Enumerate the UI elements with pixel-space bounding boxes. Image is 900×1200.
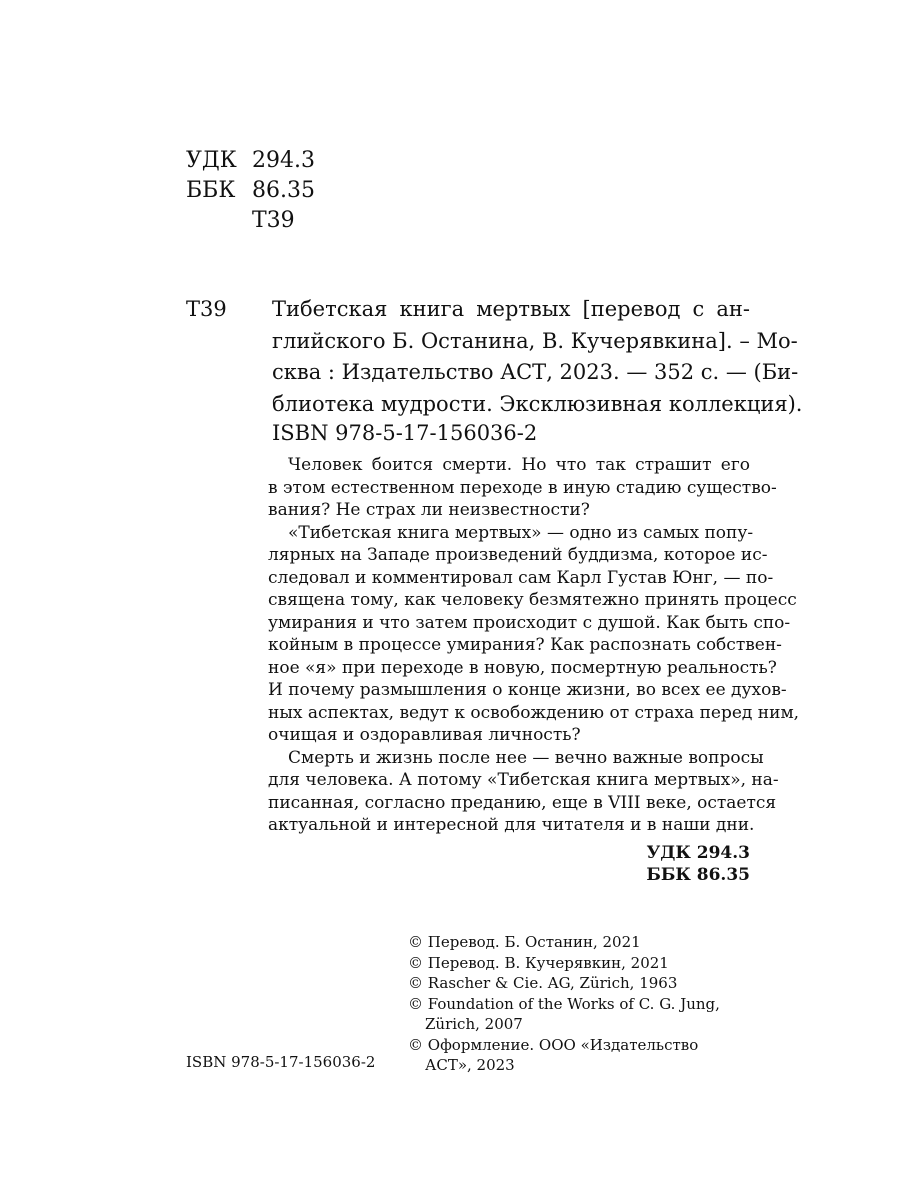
isbn-footer: ISBN 978-5-17-156036-2 <box>186 1053 376 1071</box>
author-mark: Т39 <box>252 208 295 233</box>
bbk-label: ББК <box>186 178 236 203</box>
bbk-value: 86.35 <box>252 178 315 203</box>
annotation-line: ное «я» при переходе в новую, посмертную реальность? <box>268 657 777 678</box>
entry-isbn: ISBN 978-5-17-156036-2 <box>272 421 538 445</box>
annotation-line: «Тибетская книга мертвых» — одно из самых попу- <box>288 522 754 543</box>
copyright-line: © Rascher & Cie. AG, Zürich, 1963 <box>408 974 678 992</box>
annotation-line: писанная, согласно преданию, еще в VIII веке, остается <box>268 792 777 813</box>
copyright-line: © Foundation of the Works of C. G. Jung, <box>408 994 720 1013</box>
bib-line: глийского Б. Останина, В. Кучерявкина]. – Мо- <box>272 328 798 353</box>
annotation <box>268 454 800 837</box>
annotation-line: койным в процессе умирания? Как распознать собствен- <box>268 635 782 655</box>
udk-label: УДК <box>186 148 237 173</box>
bib-line: Тибетская книга мертвых [перевод с ан- <box>272 297 750 321</box>
classification-header <box>186 146 386 236</box>
copyright-line: © Перевод. В. Кучерявкин, 2021 <box>408 953 669 972</box>
annotation-line: следовал и комментировал сам Карл Густав Юнг, — по- <box>268 567 774 588</box>
author-mark-row <box>186 206 386 236</box>
classification-footer <box>646 842 750 886</box>
annotation-line: очищая и оздоравливая личность? <box>268 725 581 745</box>
annotation-line: для человека. А потому «Тибетская книга мертвых», на- <box>268 770 779 790</box>
copyright-block <box>408 932 750 1076</box>
annotation-line: Смерть и жизнь после нее — вечно важные вопросы <box>288 747 764 768</box>
annotation-line: умирания и что затем происходит с душой. Как быть спо- <box>268 612 791 633</box>
bibliographic-description <box>272 294 803 420</box>
udk-footer: УДК 294.3 <box>646 843 750 863</box>
annotation-line: вания? Не страх ли неизвестности? <box>268 500 590 520</box>
bib-line: сква : Издательство АСТ, 2023. — 352 с. — (Би- <box>272 360 799 384</box>
bbk-row <box>186 176 386 206</box>
copyright-line: © Перевод. Б. Останин, 2021 <box>408 933 641 951</box>
annotation-line: актуальной и интересной для читателя и в наши дни. <box>268 815 755 835</box>
annotation-line: в этом естественном переходе в иную стадию существо- <box>268 477 777 498</box>
annotation-line: Человек боится смерти. Но что так страшит его <box>288 455 750 475</box>
entry-author-mark: Т39 <box>186 297 227 321</box>
bib-line: блиотека мудрости. Эксклюзивная коллекция). <box>272 391 803 416</box>
annotation-line: священа тому, как человеку безмятежно принять процесс <box>268 590 797 610</box>
copyright-line-continued: АСТ», 2023 <box>425 1056 515 1074</box>
bbk-footer: ББК 86.35 <box>646 865 750 885</box>
udk-row <box>186 146 386 176</box>
annotation-line: ных аспектах, ведут к освобождению от страха перед ним, <box>268 702 800 723</box>
copyright-line: © Оформление. ООО «Издательство <box>408 1035 699 1054</box>
udk-value: 294.3 <box>252 148 315 173</box>
annotation-line: лярных на Западе произведений буддизма, которое ис- <box>268 545 768 565</box>
copyright-line-continued: Zürich, 2007 <box>425 1015 523 1033</box>
annotation-line: И почему размышления о конце жизни, во всех ее духов- <box>268 680 787 700</box>
